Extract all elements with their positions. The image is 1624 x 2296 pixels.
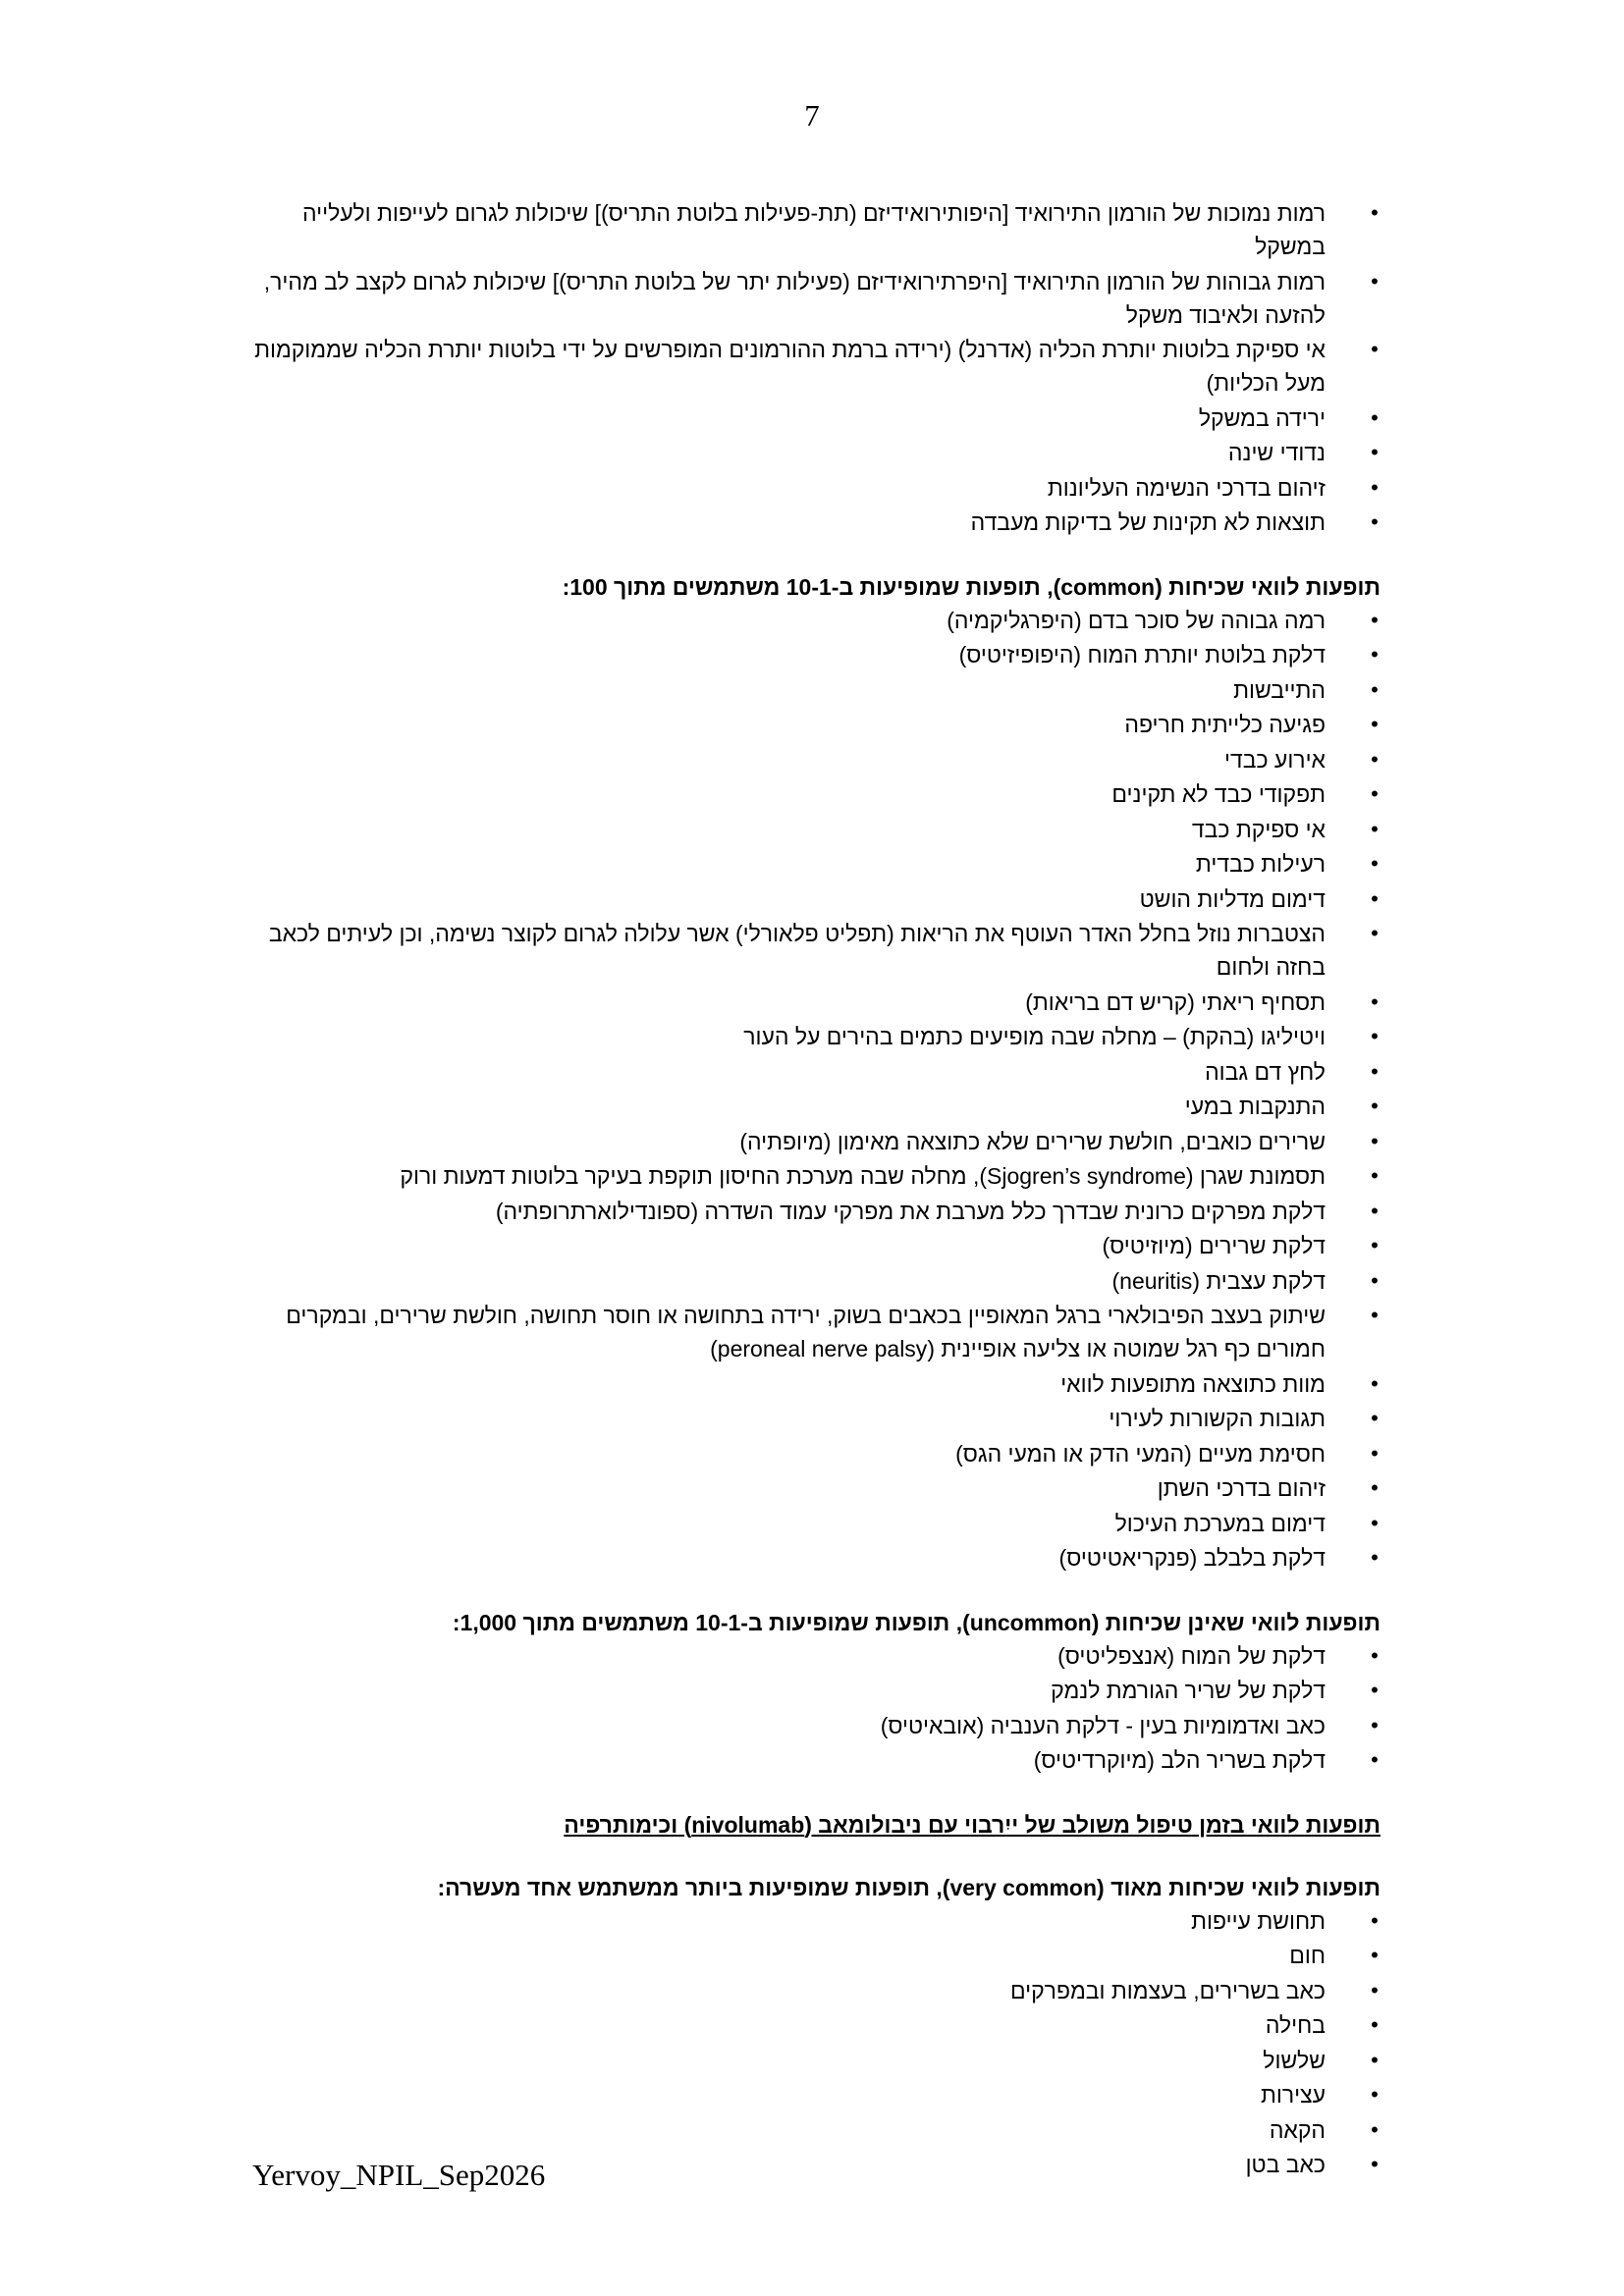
list-item: • הקאה: [251, 2113, 1380, 2147]
combination-therapy-section-title: תופעות לוואי בזמן טיפול משולב של ייִרבוי עם ניבולומאב (nivolumab) וכימותרפיה: [564, 1811, 1380, 1838]
document-body: [251, 196, 1380, 2183]
list-item: • דלקת שרירים (מיוזיטיס): [251, 1229, 1380, 1262]
list-item: • זיהום בדרכי הנשימה העליונות: [251, 471, 1380, 505]
document-footer: Yervoy_NPIL_Sep2026: [252, 2158, 546, 2192]
list-item: • בחילה: [251, 2008, 1380, 2042]
list-item: • ויטיליגו (בהקת) – מחלה שבה מופיעים כתמים בהירים על העור: [251, 1020, 1380, 1053]
common-side-effects-heading: תופעות לוואי שכיחות (common), תופעות שמופיעות ב-10-1 משתמשים מתוך 100:: [562, 573, 1380, 600]
list-item: • רמות גבוהות של הורמון התירואיד [היפרתירואידיזם (פעילות יתר של בלוטת התריס)] שיכולות לגרום לקצב לב מהיר, להזעה ולאיבוד משקל: [251, 265, 1380, 332]
list-item: • מוות כתוצאה מתופעות לוואי: [251, 1367, 1380, 1401]
list-item: • דלקת בשריר הלב (מיוקרדיטיס): [251, 1743, 1380, 1777]
list-item: • דלקת של המוח (אנצפליטיס): [251, 1639, 1380, 1673]
list-item: • עצירות: [251, 2078, 1380, 2111]
list-item: • התנקבות במעי: [251, 1090, 1380, 1123]
list-item: • דלקת עצבית (neuritis): [251, 1264, 1380, 1298]
page-number: 7: [804, 98, 820, 133]
list-item: • התייבשות: [251, 673, 1380, 707]
list-item: • חום: [251, 1939, 1380, 1972]
list-item: • דלקת בלבלב (פנקריאטיטיס): [251, 1541, 1380, 1575]
list-item: • אירוע כבדי: [251, 743, 1380, 776]
list-item: • לחץ דם גבוה: [251, 1055, 1380, 1089]
list-item: • דלקת מפרקים כרונית שבדרך כלל מערבת את מפרקי עמוד השדרה (ספונדילוארתרופתיה): [251, 1195, 1380, 1228]
list-item: • רעילות כבדית: [251, 847, 1380, 881]
very-common-side-effects-heading: תופעות לוואי שכיחות מאוד (very common), תופעות שמופיעות ביותר ממשתמש אחד מעשרה:: [437, 1874, 1380, 1900]
list-item: • שרירים כואבים, חולשת שרירים שלא כתוצאה מאימון (מיופתיה): [251, 1125, 1380, 1158]
list-item: • דלקת בלוטת יותרת המוח (היפופיזיטיס): [251, 638, 1380, 671]
list-item: • תגובות הקשורות לעירוי: [251, 1402, 1380, 1435]
side-effects-list-continued: [251, 196, 1380, 539]
list-item: • דלקת של שריר הגורמת לנמק: [251, 1674, 1380, 1707]
uncommon-side-effects-list: [251, 1639, 1380, 1778]
very-common-side-effects-list: [251, 1904, 1380, 2182]
list-item: • אי ספיקת בלוטות יותרת הכליה (אדרנל) (ירידה ברמת ההורמונים המופרשים על ידי בלוטות יותרת הכליה שממוקמות מעל הכליות): [251, 333, 1380, 400]
list-item: • שלשול: [251, 2044, 1380, 2077]
list-item: • חסימת מעיים (המעי הדק או המעי הגס): [251, 1437, 1380, 1470]
list-item: • רמה גבוהה של סוכר בדם (היפרגליקמיה): [251, 604, 1380, 637]
common-side-effects-list: [251, 604, 1380, 1575]
list-item: • רמות נמוכות של הורמון התירואיד [היפותירואידיזם (תת-פעילות בלוטת התריס)] שיכולות לגרום לעייפות ולעלייה במשקל: [251, 196, 1380, 263]
list-item: • זיהום בדרכי השתן: [251, 1471, 1380, 1505]
list-item: • כאב ואדמומיות בעין - דלקת הענביה (אובאיטיס): [251, 1709, 1380, 1742]
list-item: • תוצאות לא תקינות של בדיקות מעבדה: [251, 506, 1380, 539]
list-item: • תחושת עייפות: [251, 1904, 1380, 1938]
list-item: • תפקודי כבד לא תקינים: [251, 777, 1380, 811]
list-item: • דימום מדליות הושט: [251, 882, 1380, 916]
list-item: • הצטברות נוזל בחלל האדר העוטף את הריאות (תפליט פלאורלי) אשר עלולה לגרום לקוצר נשימה, וכן לעיתים לכאב בחזה ולחום: [251, 917, 1380, 984]
list-item: • שיתוק בעצב הפיבולארי ברגל המאופיין בכאבים בשוק, ירידה בתחושה או חוסר תחושה, חולשת שרירים, ובמקרים חמורים כף רגל שמוטה או צליעה אופיינית (peroneal nerve palsy): [251, 1299, 1380, 1365]
list-item: • תסמונת שגרן (Sjogren’s syndrome), מחלה שבה מערכת החיסון תוקפת בעיקר בלוטות דמעות ורוק: [251, 1159, 1380, 1193]
list-item: • תסחיף ריאתי (קריש דם בריאות): [251, 986, 1380, 1019]
list-item: • דימום במערכת העיכול: [251, 1507, 1380, 1540]
list-item: • ירידה במשקל: [251, 401, 1380, 435]
list-item: • כאב בטן: [251, 2148, 1380, 2181]
list-item: • אי ספיקת כבד: [251, 813, 1380, 846]
list-item: • כאב בשרירים, בעצמות ובמפרקים: [251, 1974, 1380, 2007]
list-item: • נדודי שינה: [251, 436, 1380, 469]
uncommon-side-effects-heading: תופעות לוואי שאינן שכיחות (uncommon), תופעות שמופיעות ב-10-1 משתמשים מתוך 1,000:: [452, 1609, 1380, 1635]
list-item: • פגיעה כלייתית חריפה: [251, 708, 1380, 741]
